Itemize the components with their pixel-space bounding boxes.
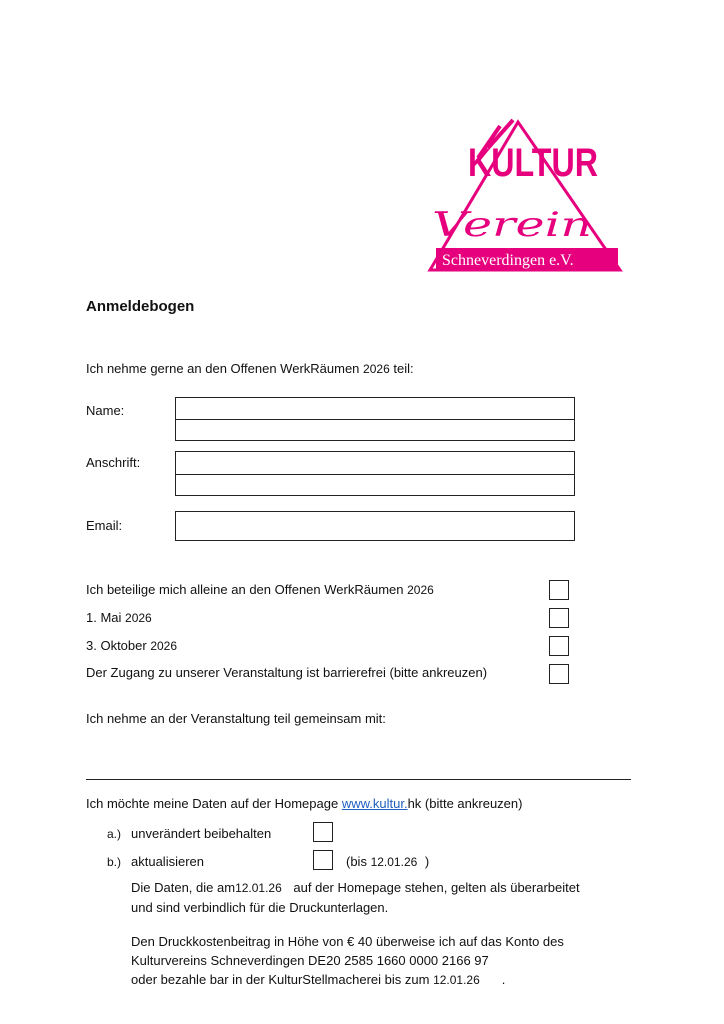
fee-line2: Kulturvereins Schneverdingen DE20 2585 1660 0000 2166 97 — [131, 953, 489, 968]
update-data-checkbox[interactable] — [313, 850, 333, 870]
address-field[interactable] — [175, 451, 575, 496]
logo-banner-text: Schneverdingen e.V. — [442, 252, 574, 269]
barrier-free-checkbox[interactable] — [549, 664, 569, 684]
barrier-free-label: Der Zugang zu unserer Veranstaltung ist barrierefrei (bitte ankreuzen) — [86, 665, 488, 680]
fee-date: 12.01.26 — [433, 973, 480, 987]
option-date2-label: 3. Oktober — [86, 638, 147, 653]
email-field[interactable] — [175, 511, 575, 541]
fee-line3-prefix: oder bezahle bar in der KulturStellmacherei bis zum — [131, 972, 430, 987]
update-until — [346, 854, 429, 869]
intro-year: 2026 — [363, 362, 390, 376]
together-label: Ich nehme an der Veranstaltung teil gemeinsam mit: — [86, 711, 386, 726]
date1-checkbox[interactable] — [549, 608, 569, 628]
name-field[interactable] — [175, 397, 575, 441]
info-line1 — [131, 880, 580, 895]
option-date2 — [86, 638, 177, 653]
intro-suffix: teil: — [393, 361, 414, 376]
intro-text: Ich nehme gerne an den Offenen WerkRäumen — [86, 361, 360, 376]
form-title: Anmeldebogen — [86, 298, 195, 315]
option-a-label: unverändert beibehalten — [131, 826, 272, 841]
homepage-prefix: Ich möchte meine Daten auf der Homepage — [86, 796, 339, 811]
option-date2-year: 2026 — [150, 639, 178, 653]
name-field-divider — [176, 419, 574, 420]
keep-data-checkbox[interactable] — [313, 822, 333, 842]
update-until-suffix: ) — [424, 854, 430, 869]
homepage-line — [86, 796, 522, 811]
option-b-label: aktualisieren — [131, 854, 204, 869]
together-input-line[interactable] — [86, 779, 631, 780]
option-alone — [86, 582, 434, 597]
fee-end: . — [501, 972, 506, 987]
option-date1 — [86, 610, 152, 625]
option-date1-year: 2026 — [125, 611, 152, 625]
date2-checkbox[interactable] — [549, 636, 569, 656]
address-label: Anschrift: — [86, 455, 141, 470]
address-field-divider — [176, 474, 574, 475]
kulturverein-logo — [418, 118, 624, 272]
info-line1-date: 12.01.26 — [235, 881, 282, 895]
option-b-marker: b.) — [107, 855, 122, 869]
option-a-marker: a.) — [107, 827, 122, 841]
update-until-prefix: (bis — [346, 854, 367, 869]
info-line1-prefix: Die Daten, die am — [131, 880, 236, 895]
logo-wordmark-script: Verein — [432, 205, 592, 245]
option-date1-label: 1. Mai — [86, 610, 122, 625]
alone-checkbox[interactable] — [549, 580, 569, 600]
info-line2: und sind verbindlich für die Druckunterlagen. — [131, 900, 389, 915]
email-label: Email: — [86, 518, 123, 533]
update-until-date: 12.01.26 — [370, 855, 418, 869]
fee-line3 — [131, 972, 505, 987]
option-alone-label: Ich beteilige mich alleine an den Offenen WerkRäumen — [86, 582, 404, 597]
homepage-suffix: hk (bitte ankreuzen) — [407, 796, 523, 811]
info-line1-suffix: auf der Homepage stehen, gelten als überarbeitet — [293, 880, 580, 895]
name-label: Name: — [86, 403, 125, 418]
option-alone-year: 2026 — [407, 583, 434, 597]
logo-wordmark-top: KULTUR — [468, 141, 599, 185]
homepage-link[interactable]: www.kultur. — [341, 796, 408, 811]
fee-line1: Den Druckkostenbeitrag in Höhe von € 40 überweise ich auf das Konto des — [131, 934, 564, 949]
intro-line — [86, 361, 414, 376]
